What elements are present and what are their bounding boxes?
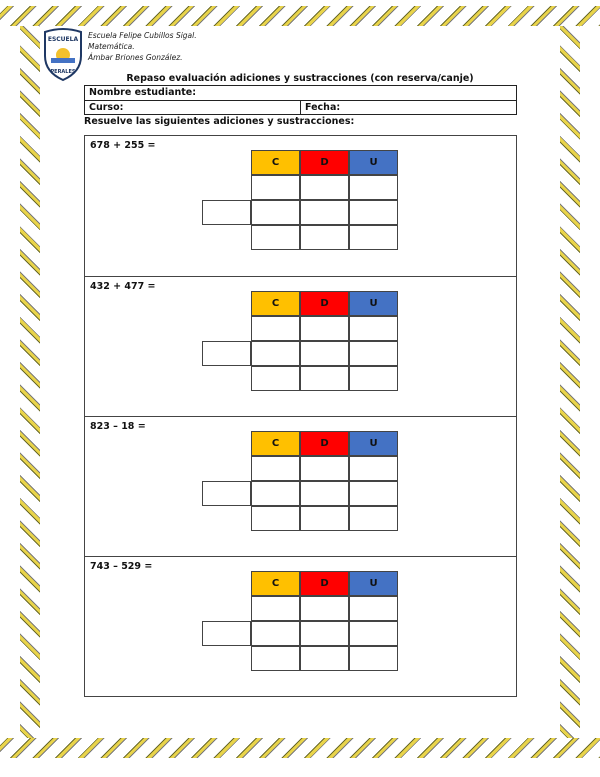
header-centenas: C [251, 571, 300, 596]
header-decenas: D [300, 431, 349, 456]
course-field[interactable] [85, 101, 301, 114]
header-decenas: D [300, 291, 349, 316]
pencil-border-right [560, 26, 580, 738]
subject-name: Matemática. [88, 42, 135, 51]
grid-cell[interactable] [251, 596, 300, 621]
logo-text-bottom: PERALES [50, 69, 76, 75]
header-unidades: U [349, 571, 398, 596]
exercise-1 [85, 136, 516, 276]
grid-cell[interactable] [349, 481, 398, 506]
teacher-name: Ámbar Briones González. [88, 53, 183, 62]
header-unidades: U [349, 291, 398, 316]
exercise-problem: 823 – 18 = [90, 421, 146, 432]
grid-cell[interactable] [251, 481, 300, 506]
grid-cell[interactable] [251, 341, 300, 366]
grid-cell[interactable] [251, 175, 300, 200]
result-cell[interactable] [349, 225, 398, 250]
result-cell[interactable] [300, 225, 349, 250]
logo-text-top: ESCUELA [47, 36, 79, 43]
header-decenas: D [300, 571, 349, 596]
grid-cell[interactable] [300, 316, 349, 341]
course-date-row [85, 100, 516, 114]
result-cell[interactable] [300, 366, 349, 391]
grid-cell[interactable] [251, 456, 300, 481]
grid-cell[interactable] [300, 175, 349, 200]
header-centenas: C [251, 150, 300, 175]
grid-cell[interactable] [300, 341, 349, 366]
grid-cell[interactable] [349, 175, 398, 200]
grid-cell[interactable] [349, 200, 398, 225]
pencil-border-left [20, 26, 40, 738]
header-decenas: D [300, 150, 349, 175]
operator-cell[interactable] [202, 341, 251, 366]
result-cell[interactable] [251, 506, 300, 531]
grid-cell[interactable] [349, 621, 398, 646]
header-centenas: C [251, 431, 300, 456]
grid-cell[interactable] [300, 596, 349, 621]
exercise-problem: 743 – 529 = [90, 561, 153, 572]
result-cell[interactable] [349, 506, 398, 531]
grid-cell[interactable] [349, 596, 398, 621]
student-info-box [84, 85, 517, 115]
grid-cell[interactable] [251, 621, 300, 646]
result-cell[interactable] [349, 366, 398, 391]
header-centenas: C [251, 291, 300, 316]
exercise-problem: 678 + 255 = [90, 140, 156, 151]
operator-cell[interactable] [202, 621, 251, 646]
date-label: Fecha: [305, 102, 341, 113]
student-name-label: Nombre estudiante: [89, 87, 197, 98]
grid-cell[interactable] [251, 200, 300, 225]
result-cell[interactable] [251, 646, 300, 671]
result-cell[interactable] [251, 225, 300, 250]
instructions: Resuelve las siguientes adiciones y sustracciones: [84, 116, 355, 127]
operator-cell[interactable] [202, 200, 251, 225]
date-field[interactable] [301, 101, 340, 114]
pencil-border-top [0, 6, 600, 26]
grid-cell[interactable] [349, 316, 398, 341]
exercise-4 [85, 556, 516, 696]
grid-cell[interactable] [300, 456, 349, 481]
school-name: Escuela Felipe Cubillos Sigal. [88, 31, 197, 40]
grid-cell[interactable] [349, 341, 398, 366]
operator-cell[interactable] [202, 481, 251, 506]
grid-cell[interactable] [300, 200, 349, 225]
header-unidades: U [349, 431, 398, 456]
grid-cell[interactable] [300, 481, 349, 506]
student-name-field[interactable] [85, 86, 516, 100]
course-label: Curso: [89, 102, 124, 113]
result-cell[interactable] [349, 646, 398, 671]
exercise-problem: 432 + 477 = [90, 281, 156, 292]
grid-cell[interactable] [349, 456, 398, 481]
grid-cell[interactable] [251, 316, 300, 341]
result-cell[interactable] [300, 646, 349, 671]
pencil-border-bottom [0, 738, 600, 758]
exercise-2 [85, 276, 516, 416]
result-cell[interactable] [300, 506, 349, 531]
exercise-panel [84, 135, 517, 697]
exercise-3 [85, 416, 516, 556]
result-cell[interactable] [251, 366, 300, 391]
grid-cell[interactable] [300, 621, 349, 646]
school-info [88, 30, 197, 63]
header-unidades: U [349, 150, 398, 175]
document-title: Repaso evaluación adiciones y sustracciones (con reserva/canje) [126, 73, 474, 84]
